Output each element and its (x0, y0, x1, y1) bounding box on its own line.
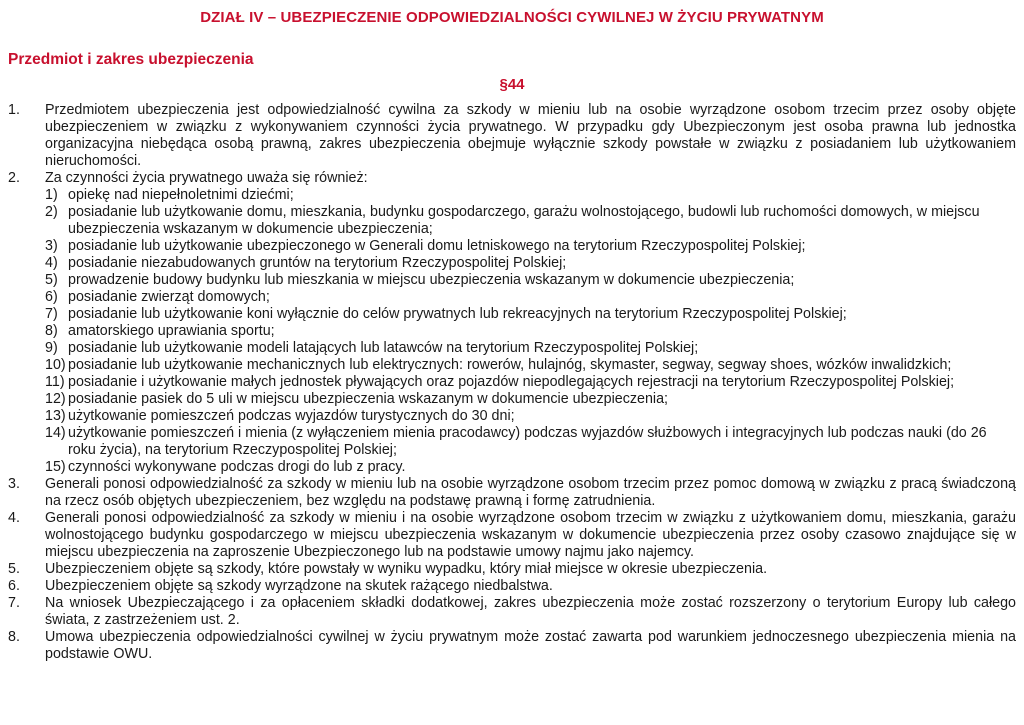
sub-item-number: 5) (45, 272, 58, 288)
item-number: 6. (8, 578, 20, 594)
list-item (8, 102, 1016, 170)
sub-item-number: 10) (45, 357, 66, 373)
item-number: 4. (8, 510, 20, 526)
chapter-title: DZIAŁ IV – UBEZPIECZENIE ODPOWIEDZIALNOŚCI CYWILNEJ W ŻYCIU PRYWATNYM (200, 9, 824, 26)
sub-item (45, 374, 1016, 391)
item-text: Umowa ubezpieczenia odpowiedzialności cywilnej w życiu prywatnym może zostać zawarta pod warunkiem jednoczesnego ubezpieczenia mienia na podstawie OWU. (45, 629, 1016, 662)
sub-item (45, 306, 1016, 323)
item-number: 8. (8, 629, 20, 645)
item-text: Przedmiotem ubezpieczenia jest odpowiedzialność cywilna za szkody w mieniu lub na osobie wyrządzone osobom trzecim przez osoby objęte ubezpieczeniem w związku z wykonywaniem czynności życia prywatnego. W przypadku gdy Ubezpieczonym jest osoba prawna lub jednostka organizacyjna niebędąca osobą prawną, zakres ubezpieczenia obejmuje wyłącznie szkody powstałe w związku z posiadaniem lub użytkowaniem nieruchomości. (45, 102, 1016, 169)
sub-item-number: 15) (45, 459, 66, 475)
sub-list (45, 187, 1016, 476)
sub-item (45, 289, 1016, 306)
sub-item (45, 238, 1016, 255)
sub-item-text: posiadanie zwierząt domowych; (68, 289, 270, 305)
sub-item (45, 187, 1016, 204)
sub-item (45, 272, 1016, 289)
sub-item (45, 340, 1016, 357)
numbered-list (8, 102, 1016, 663)
list-item (8, 170, 1016, 476)
sub-item (45, 357, 1016, 374)
item-number: 7. (8, 595, 20, 611)
sub-item-text: posiadanie lub użytkowanie ubezpieczonego w Generali domu letniskowego na terytorium Rzeczypospolitej Polskiej; (68, 238, 806, 254)
sub-item-number: 7) (45, 306, 58, 322)
sub-item (45, 408, 1016, 425)
sub-item (45, 255, 1016, 272)
paragraph-number: §44 (499, 76, 525, 93)
section-title: Przedmiot i zakres ubezpieczenia (8, 51, 254, 68)
item-text: Za czynności życia prywatnego uważa się również: (45, 170, 368, 186)
item-number: 3. (8, 476, 20, 492)
sub-item (45, 323, 1016, 340)
sub-item-text: prowadzenie budowy budynku lub mieszkania w miejscu ubezpieczenia wskazanym w dokumencie ubezpieczenia; (68, 272, 795, 288)
sub-item-number: 8) (45, 323, 58, 339)
sub-item-text: posiadanie lub użytkowanie koni wyłącznie do celów prywatnych lub rekreacyjnych na terytorium Rzeczypospolitej Polskiej; (68, 306, 847, 322)
item-text: Generali ponosi odpowiedzialność za szkody w mieniu i na osobie wyrządzone osobom trzecim w związku z użytkowaniem domu, mieszkania, garażu wolnostojącego budynku gospodarczego w miejscu ubezpieczenia wskazanym w dokumencie ubezpieczenia przez osoby czasowo znajdujące się w miejscu ubezpieczenia na zaproszenie Ubezpieczonego lub na podstawie umowy najmu jako najemcy. (45, 510, 1016, 560)
list-item (8, 476, 1016, 510)
sub-item-text: posiadanie i użytkowanie małych jednostek pływających oraz pojazdów niepodlegających rejestracji na terytorium Rzeczypospolitej Polskiej; (68, 374, 955, 390)
item-text: Na wniosek Ubezpieczającego i za opłaceniem składki dodatkowej, zakres ubezpieczenia może zostać rozszerzony o terytorium Europy lub całego świata, z zastrzeżeniem ust. 2. (45, 595, 1016, 628)
sub-item-text: posiadanie lub użytkowanie mechanicznych lub elektrycznych: rowerów, hulajnóg, skymaster, segway, segway shoes, wózków inwalidzkich; (68, 357, 952, 373)
sub-item (45, 204, 1016, 238)
list-item (8, 510, 1016, 561)
sub-item-text: posiadanie lub użytkowanie domu, mieszkania, budynku gospodarczego, garażu wolnostojącego, budowli lub ruchomości domowych, w miejscu ubezpieczenia wskazanym w dokumencie ubezpieczenia; (68, 204, 980, 237)
sub-item-text: posiadanie niezabudowanych gruntów na terytorium Rzeczypospolitej Polskiej; (68, 255, 567, 271)
sub-item-text: czynności wykonywane podczas drogi do lub z pracy. (68, 459, 406, 475)
sub-item-number: 13) (45, 408, 66, 424)
item-text: Generali ponosi odpowiedzialność za szkody w mieniu lub na osobie wyrządzone osobom trzecim przez pomoc domową w związku z pracą świadczoną na rzecz osób objętych ubezpieczeniem, bez względu na podstawę prawną i formę zatrudnienia. (45, 476, 1016, 509)
sub-item-number: 3) (45, 238, 58, 254)
item-number: 1. (8, 102, 20, 118)
item-number: 5. (8, 561, 20, 577)
sub-item-number: 12) (45, 391, 66, 407)
sub-item-text: użytkowanie pomieszczeń podczas wyjazdów turystycznych do 30 dni; (68, 408, 515, 424)
sub-item (45, 391, 1016, 408)
sub-item-text: amatorskiego uprawiania sportu; (68, 323, 275, 339)
list-item (8, 595, 1016, 629)
sub-item-number: 14) (45, 425, 66, 441)
sub-item (45, 425, 1016, 459)
list-item (8, 561, 1016, 578)
sub-item-number: 1) (45, 187, 58, 203)
sub-item-text: posiadanie lub użytkowanie modeli latających lub latawców na terytorium Rzeczypospolitej Polskiej; (68, 340, 699, 356)
sub-item-number: 9) (45, 340, 58, 356)
sub-item-number: 11) (45, 374, 65, 390)
sub-item-number: 4) (45, 255, 58, 271)
item-text: Ubezpieczeniem objęte są szkody wyrządzone na skutek rażącego niedbalstwa. (45, 578, 553, 594)
sub-item-text: opiekę nad niepełnoletnimi dziećmi; (68, 187, 294, 203)
item-number: 2. (8, 170, 20, 186)
sub-item-number: 2) (45, 204, 58, 220)
sub-item-text: użytkowanie pomieszczeń i mienia (z wyłączeniem mienia pracodawcy) podczas wyjazdów służbowych i integracyjnych lub podczas nauki (do 26 roku życia), na terytorium Rzeczypospolitej Polskiej; (68, 425, 987, 458)
item-body (45, 170, 1016, 476)
list-item (8, 578, 1016, 595)
list-item (8, 629, 1016, 663)
item-text: Ubezpieczeniem objęte są szkody, które powstały w wyniku wypadku, który miał miejsce w okresie ubezpieczenia. (45, 561, 768, 577)
sub-item (45, 459, 1016, 476)
sub-item-number: 6) (45, 289, 58, 305)
sub-item-text: posiadanie pasiek do 5 uli w miejscu ubezpieczenia wskazanym w dokumencie ubezpieczenia; (68, 391, 669, 407)
